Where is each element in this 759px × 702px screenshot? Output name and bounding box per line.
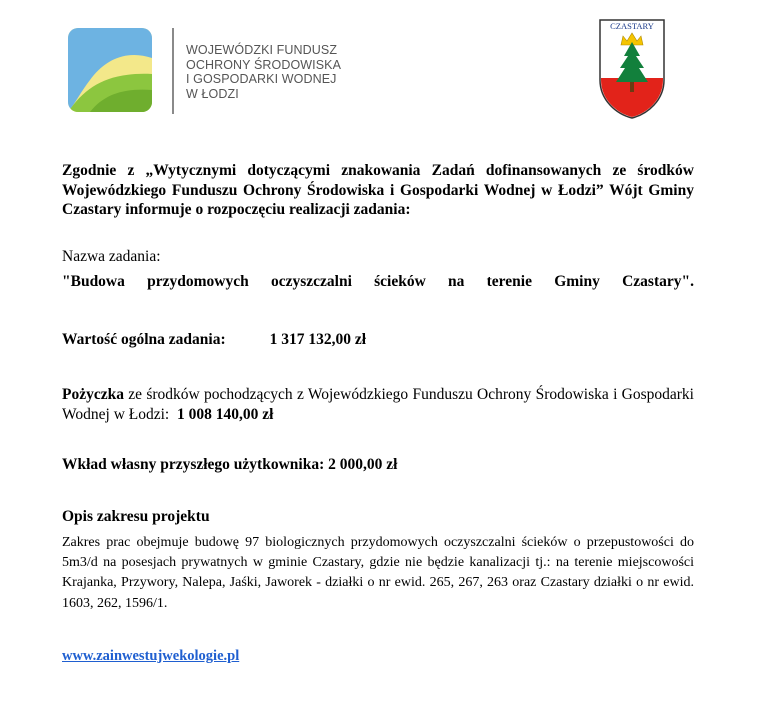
loan-text: ze środków pochodzących z Wojewódzkiego Funduszu Ochrony Środowiska i Gospodarki Wodnej w Łodzi: [62,386,698,423]
task-name [62,273,694,291]
task-name-word: ścieków [374,273,426,290]
fund-name-line: I GOSPODARKI WODNEJ [186,72,337,86]
fund-name [186,43,341,101]
fund-name-line: OCHRONY ŚRODOWISKA [186,57,342,72]
coat-of-arms-icon [598,18,666,120]
task-name-word: Czastary". [622,273,694,290]
scope-title: Opis zakresu projektu [62,508,210,525]
task-name-word: Gminy [554,273,600,290]
crest-name: CZASTARY [610,21,654,31]
task-label: Nazwa zadania: [62,248,161,265]
scope-description: Zakres prac obejmuje budowę 97 biologicznych przydomowych oczyszczalni ścieków o przepustowości do 5m3/d na posesjach prywatnych w gminie Czastary, gdzie nie będzie kanalizacji tj.: na terenie miejscowości Krajanka, Przywory, Nalepa, Jaśki, Jaworek - działki o nr ewid. 265, 267, 263 oraz Czastary działki o nr ewid. 1603, 262, 1596/1. [62,535,694,611]
logo-divider [172,28,174,114]
task-name-word: przydomowych [147,273,249,290]
wfosigw-logo-icon [68,28,152,112]
total-value-label: Wartość ogólna zadania: [62,331,226,348]
fund-name-line: WOJEWÓDZKI FUNDUSZ [186,43,338,57]
loan-paragraph [62,385,698,424]
website-link[interactable]: www.zainwestujwekologie.pl [62,648,240,664]
total-value [62,331,366,349]
own-contribution: Wkład własny przyszłego użytkownika: 2 000,00 zł [62,456,398,473]
fund-name-line: W ŁODZI [186,86,239,101]
intro-paragraph: Zgodnie z „Wytycznymi dotyczącymi znakowania Zadań dofinansowanych ze środków Wojewódzkiego Funduszu Ochrony Środowiska i Gospodarki Wodnej w Łodzi” Wójt Gminy Czastary informuje o rozpoczęciu realizacji zadania: [62,162,694,218]
total-value-amount: 1 317 132,00 zł [269,331,367,348]
header [0,0,759,140]
task-name-word: terenie [486,273,532,290]
task-name-word: na [448,273,465,290]
loan-amount: 1 008 140,00 zł [176,405,274,423]
task-name-word: oczyszczalni [270,273,352,290]
loan-label: Pożyczka [62,386,124,403]
task-name-word: "Budowa [62,273,125,290]
